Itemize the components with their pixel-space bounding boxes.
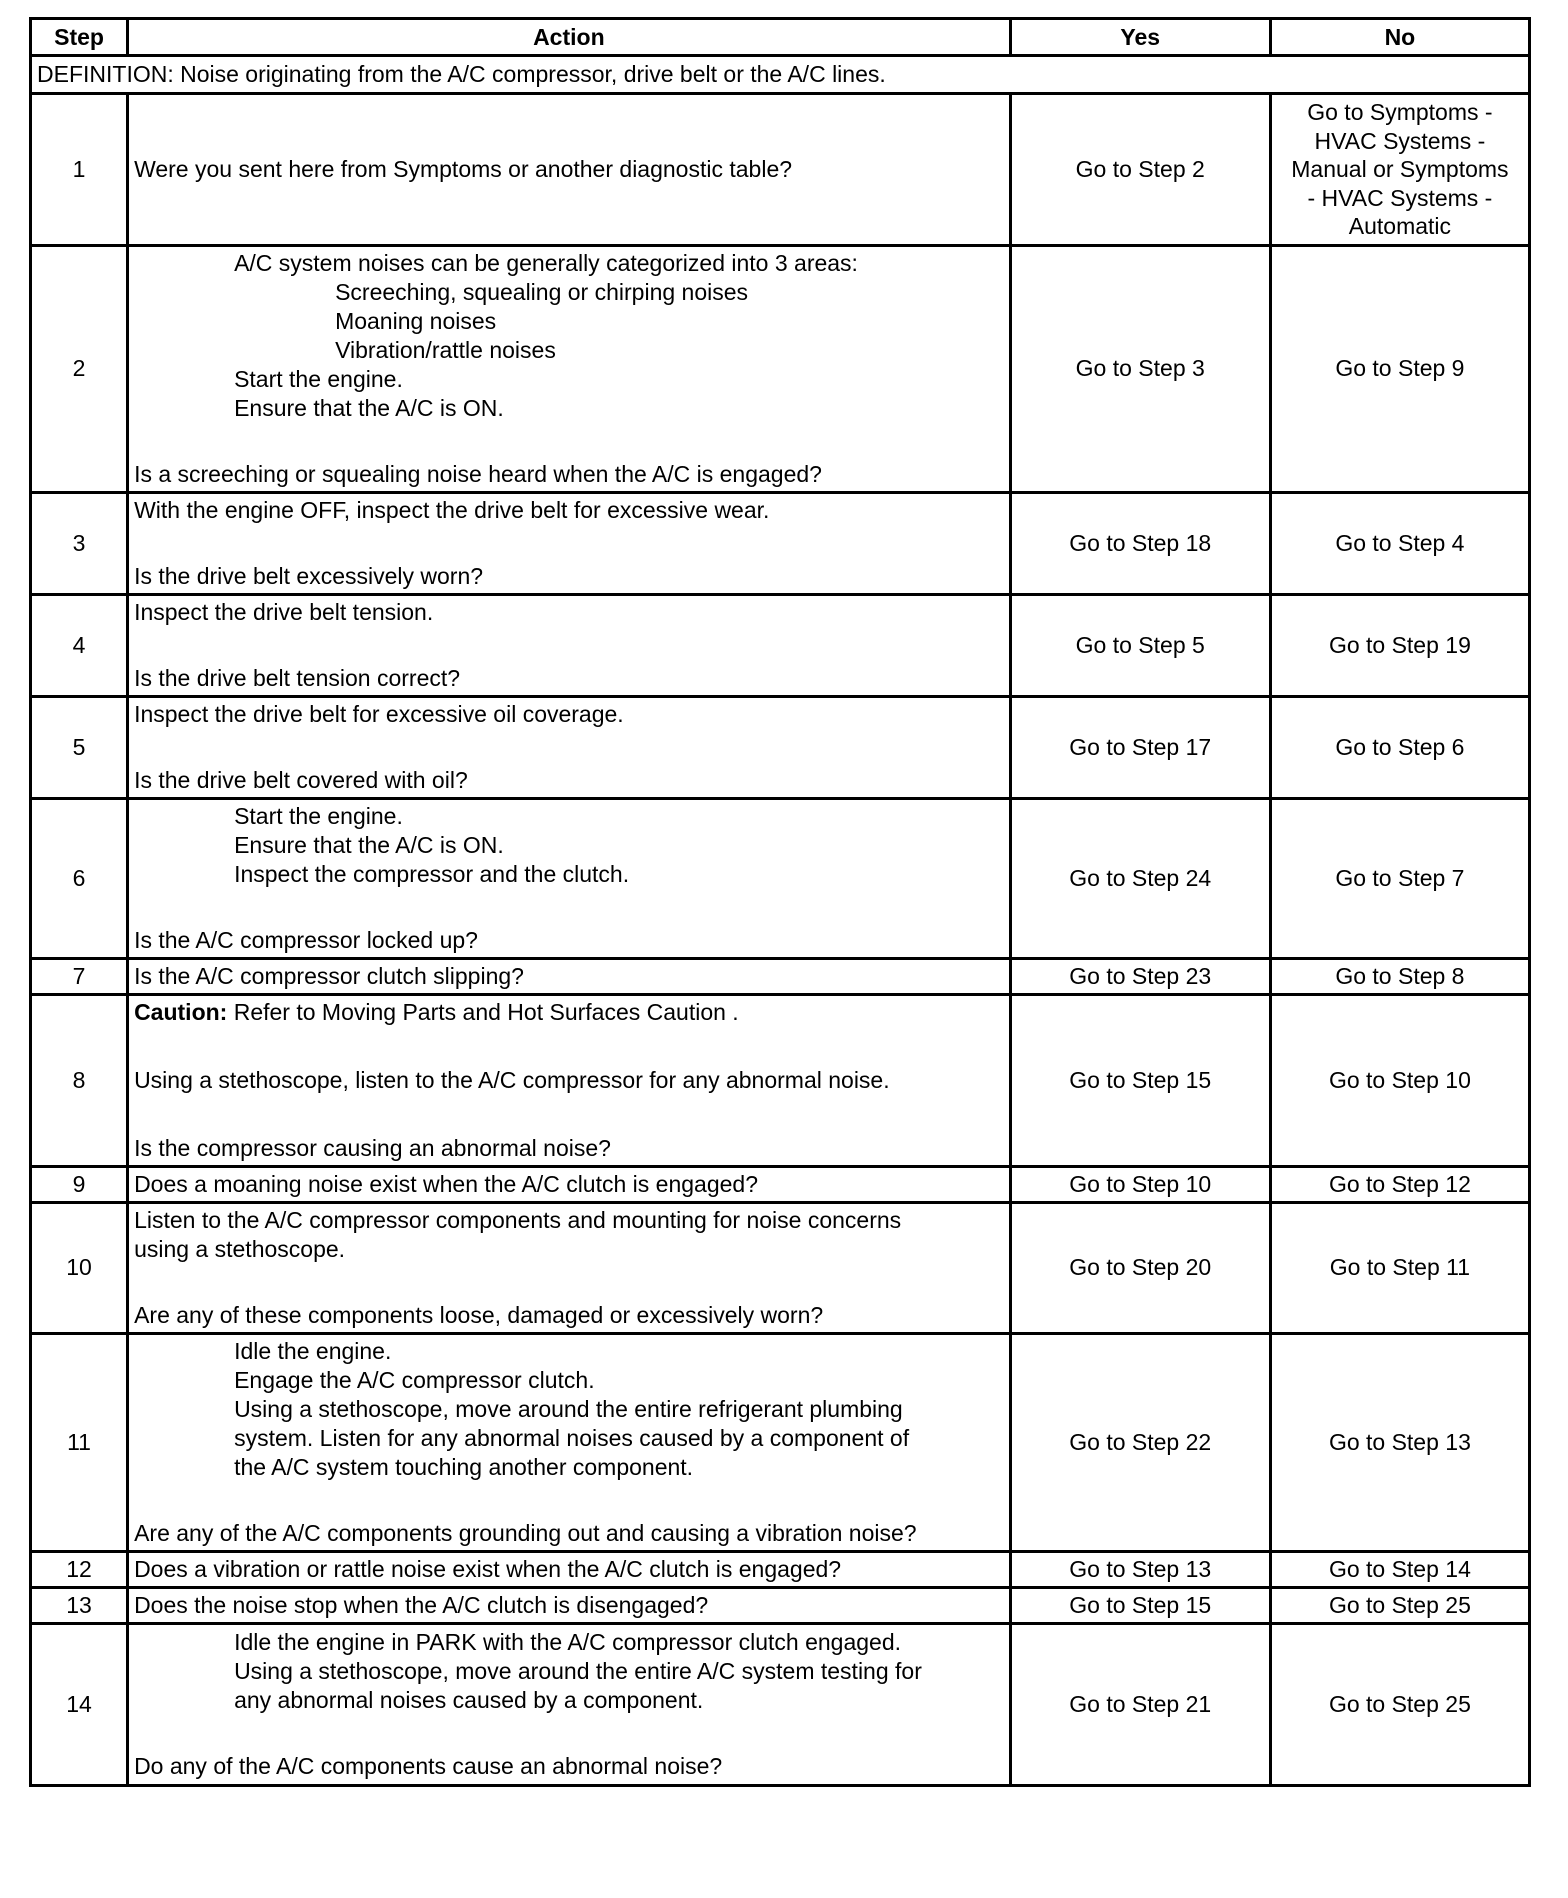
action-item: Using a stethoscope, move around the entire A/C system testing for (234, 1657, 922, 1684)
action-cell (128, 994, 1011, 1166)
no-cell: Go to Step 9 (1270, 245, 1529, 492)
no-cell: Go to Step 11 (1270, 1202, 1529, 1333)
step-number: 5 (31, 696, 128, 798)
step-number: 14 (31, 1623, 128, 1785)
table-row (31, 1551, 1530, 1587)
action-item: Inspect the compressor and the clutch. (234, 860, 630, 887)
action-item: Using a stethoscope, move around the entire refrigerant plumbing (234, 1395, 903, 1422)
action-cell (128, 1166, 1011, 1202)
action-cell (128, 594, 1011, 696)
no-cell: Go to Step 13 (1270, 1333, 1529, 1551)
action-item: Start the engine. (234, 802, 403, 829)
caution-line (134, 998, 1004, 1027)
no-line: Automatic (1348, 213, 1452, 239)
question-text: Do any of the A/C components cause an abnormal noise? (134, 1752, 723, 1779)
table-row (31, 798, 1530, 958)
step-number: 1 (31, 94, 128, 246)
no-cell: Go to Step 14 (1270, 1551, 1529, 1587)
action-cell (128, 696, 1011, 798)
definition-row (31, 56, 1530, 94)
step-number: 10 (31, 1202, 128, 1333)
table-row (31, 1623, 1530, 1785)
question-text: Is the drive belt covered with oil? (134, 766, 468, 793)
action-item: Engage the A/C compressor clutch. (234, 1366, 595, 1393)
no-cell: Go to Step 25 (1270, 1587, 1529, 1623)
question-text: Does the noise stop when the A/C clutch is disengaged? (134, 1591, 709, 1618)
action-cell (128, 1551, 1011, 1587)
step-number: 6 (31, 798, 128, 958)
no-cell (1270, 94, 1529, 246)
question-text: Is the drive belt tension correct? (134, 664, 461, 691)
action-cell (128, 492, 1011, 594)
yes-cell: Go to Step 23 (1010, 958, 1270, 994)
no-cell: Go to Step 19 (1270, 594, 1529, 696)
table-row (31, 958, 1530, 994)
action-cell (128, 1623, 1011, 1785)
action-item: Start the engine. (234, 365, 403, 392)
table-row (31, 594, 1530, 696)
action-cell (128, 1333, 1011, 1551)
yes-cell: Go to Step 21 (1010, 1623, 1270, 1785)
yes-cell: Go to Step 13 (1010, 1551, 1270, 1587)
action-text: Listen to the A/C compressor components and mounting for noise concerns (134, 1206, 902, 1233)
step-number: 9 (31, 1166, 128, 1202)
action-cell (128, 958, 1011, 994)
yes-cell: Go to Step 2 (1010, 94, 1270, 246)
action-text: Inspect the drive belt for excessive oil coverage. (134, 700, 624, 727)
action-cell (128, 94, 1011, 246)
step-number: 3 (31, 492, 128, 594)
diagnostic-table (29, 17, 1531, 1787)
yes-cell: Go to Step 18 (1010, 492, 1270, 594)
no-cell: Go to Step 25 (1270, 1623, 1529, 1785)
no-line: Go to Symptoms - (1307, 99, 1493, 125)
yes-cell: Go to Step 10 (1010, 1166, 1270, 1202)
question-text: Is the A/C compressor clutch slipping? (134, 962, 524, 989)
action-cell (128, 245, 1011, 492)
header-no: No (1270, 19, 1529, 56)
yes-cell: Go to Step 3 (1010, 245, 1270, 492)
table-row (31, 994, 1530, 1166)
step-number: 7 (31, 958, 128, 994)
question-text: Is the compressor causing an abnormal noise? (134, 1134, 611, 1161)
action-item: system. Listen for any abnormal noises caused by a component of (234, 1424, 910, 1451)
table-row (31, 696, 1530, 798)
header-step: Step (31, 19, 128, 56)
no-line: Manual or Symptoms (1291, 156, 1509, 182)
table-row (31, 1333, 1530, 1551)
caution-text: Refer to Moving Parts and Hot Surfaces Caution . (227, 998, 739, 1025)
question-text: Does a moaning noise exist when the A/C clutch is engaged? (134, 1170, 759, 1197)
no-cell: Go to Step 4 (1270, 492, 1529, 594)
header-action: Action (128, 19, 1011, 56)
step-number: 13 (31, 1587, 128, 1623)
step-number: 4 (31, 594, 128, 696)
table-row (31, 1166, 1530, 1202)
action-item: the A/C system touching another component. (234, 1453, 694, 1480)
question-text: Does a vibration or rattle noise exist when the A/C clutch is engaged? (134, 1555, 842, 1582)
action-text: using a stethoscope. (134, 1235, 346, 1262)
no-line: - HVAC Systems - (1307, 184, 1493, 211)
action-item: any abnormal noises caused by a component. (234, 1686, 704, 1713)
action-cell (128, 1587, 1011, 1623)
question-text: Are any of these components loose, damaged or excessively worn? (134, 1301, 824, 1328)
action-text: Using a stethoscope, listen to the A/C compressor for any abnormal noise. (134, 1066, 890, 1093)
action-item: Idle the engine in PARK with the A/C compressor clutch engaged. (234, 1628, 902, 1655)
yes-cell: Go to Step 15 (1010, 1587, 1270, 1623)
action-item: Idle the engine. (234, 1337, 392, 1364)
table-row (31, 94, 1530, 246)
action-cell (128, 798, 1011, 958)
step-number: 8 (31, 994, 128, 1166)
action-item: Ensure that the A/C is ON. (234, 394, 504, 421)
step-number: 11 (31, 1333, 128, 1551)
question-text: Is a screeching or squealing noise heard when the A/C is engaged? (134, 460, 822, 487)
sub-item: Moaning noises (335, 307, 497, 334)
action-item: Ensure that the A/C is ON. (234, 831, 504, 858)
yes-cell: Go to Step 22 (1010, 1333, 1270, 1551)
header-yes: Yes (1010, 19, 1270, 56)
action-text: Inspect the drive belt tension. (134, 598, 434, 625)
no-cell: Go to Step 7 (1270, 798, 1529, 958)
yes-cell: Go to Step 24 (1010, 798, 1270, 958)
definition-text: DEFINITION: Noise originating from the A/C compressor, drive belt or the A/C lines. (31, 56, 1530, 94)
yes-cell: Go to Step 20 (1010, 1202, 1270, 1333)
action-cell (128, 1202, 1011, 1333)
header-row (31, 19, 1530, 56)
sub-item: Screeching, squealing or chirping noises (335, 278, 749, 305)
yes-cell: Go to Step 17 (1010, 696, 1270, 798)
table-row (31, 245, 1530, 492)
question-text: Is the A/C compressor locked up? (134, 926, 478, 953)
no-cell: Go to Step 8 (1270, 958, 1529, 994)
question-text: Is the drive belt excessively worn? (134, 562, 484, 589)
table-row (31, 1587, 1530, 1623)
table-row (31, 492, 1530, 594)
step-number: 12 (31, 1551, 128, 1587)
question-text: Are any of the A/C components grounding out and causing a vibration noise? (134, 1519, 917, 1546)
action-text: With the engine OFF, inspect the drive belt for excessive wear. (134, 496, 770, 523)
yes-cell: Go to Step 15 (1010, 994, 1270, 1166)
no-cell: Go to Step 10 (1270, 994, 1529, 1166)
no-cell: Go to Step 6 (1270, 696, 1529, 798)
yes-cell: Go to Step 5 (1010, 594, 1270, 696)
step-number: 2 (31, 245, 128, 492)
no-line: HVAC Systems - (1314, 127, 1486, 154)
intro-text: A/C system noises can be generally categorized into 3 areas: (234, 249, 858, 276)
sub-item: Vibration/rattle noises (335, 336, 556, 363)
question-text: Were you sent here from Symptoms or another diagnostic table? (134, 155, 793, 182)
table-row (31, 1202, 1530, 1333)
caution-label: Caution: (134, 998, 228, 1025)
no-cell: Go to Step 12 (1270, 1166, 1529, 1202)
